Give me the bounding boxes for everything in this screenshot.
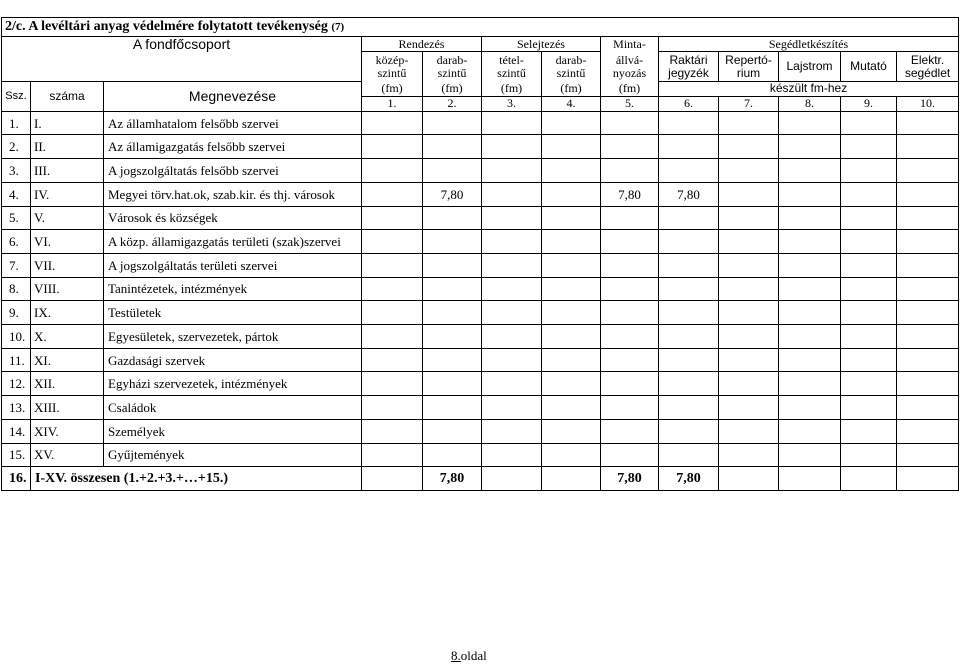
value-cell xyxy=(423,206,482,230)
value-cell xyxy=(897,182,959,206)
row-roman: IX. xyxy=(31,301,104,325)
table-row xyxy=(2,443,959,467)
value-cell xyxy=(482,135,542,159)
value-cell xyxy=(897,253,959,277)
value-cell xyxy=(779,467,841,491)
row-roman: VII. xyxy=(31,253,104,277)
value-cell xyxy=(779,372,841,396)
value-cell xyxy=(779,396,841,420)
table-row xyxy=(2,135,959,159)
value-cell xyxy=(601,348,659,372)
value-cell xyxy=(841,206,897,230)
value-cell xyxy=(423,230,482,254)
row-roman: XII. xyxy=(31,372,104,396)
table-row xyxy=(2,372,959,396)
row-number: 9. xyxy=(2,301,31,325)
total-label: I-XV. összesen (1.+2.+3.+…+15.) xyxy=(31,467,362,491)
value-cell xyxy=(601,277,659,301)
column-number: 5. xyxy=(601,96,659,111)
value-cell xyxy=(897,467,959,491)
fondfocsoport-header: A fondfőcsoport xyxy=(2,37,362,52)
value-cell xyxy=(362,253,423,277)
value-cell xyxy=(779,419,841,443)
value-cell xyxy=(482,419,542,443)
row-name: Az államhatalom felsőbb szervei xyxy=(104,111,362,135)
value-cell xyxy=(719,135,779,159)
keszult-header: készült fm-hez xyxy=(659,81,959,96)
value-cell xyxy=(423,135,482,159)
value-cell xyxy=(362,135,423,159)
row-roman: V. xyxy=(31,206,104,230)
row-number: 11. xyxy=(2,348,31,372)
value-cell xyxy=(841,419,897,443)
title-footnote: (7) xyxy=(331,21,345,34)
value-cell xyxy=(841,396,897,420)
row-roman: XI. xyxy=(31,348,104,372)
value-cell xyxy=(423,253,482,277)
row-name: Személyek xyxy=(104,419,362,443)
value-cell xyxy=(423,348,482,372)
minta-header-2: állvá- nyozás xyxy=(601,52,659,81)
value-cell xyxy=(659,396,719,420)
row-roman: XIV. xyxy=(31,419,104,443)
value-cell xyxy=(542,230,601,254)
value-cell xyxy=(423,325,482,349)
value-cell xyxy=(897,277,959,301)
value-cell xyxy=(482,396,542,420)
row-number: 8. xyxy=(2,277,31,301)
table-title: 2/c. A levéltári anyag védelmére folytatott tevékenység (7) xyxy=(2,18,959,37)
value-cell xyxy=(841,325,897,349)
value-cell xyxy=(719,301,779,325)
reperto-header: Repertó- rium xyxy=(719,52,779,81)
column-number: 10. xyxy=(897,96,959,111)
row-name: Az államigazgatás felsőbb szervei xyxy=(104,135,362,159)
row-roman: I. xyxy=(31,111,104,135)
value-cell xyxy=(482,230,542,254)
value-cell xyxy=(482,325,542,349)
row-roman: II. xyxy=(31,135,104,159)
value-cell xyxy=(719,277,779,301)
value-cell xyxy=(601,325,659,349)
value-cell xyxy=(779,301,841,325)
row-roman: VIII. xyxy=(31,277,104,301)
value-cell xyxy=(482,443,542,467)
raktari-header: Raktári jegyzék xyxy=(659,52,719,81)
activity-table xyxy=(1,17,959,491)
value-cell xyxy=(779,206,841,230)
value-cell xyxy=(719,372,779,396)
value-cell xyxy=(542,159,601,183)
value-cell xyxy=(482,159,542,183)
value-cell xyxy=(362,277,423,301)
value-cell xyxy=(779,111,841,135)
value-cell: 7,80 xyxy=(423,182,482,206)
value-cell xyxy=(423,301,482,325)
value-cell xyxy=(841,443,897,467)
row-name: A közp. államigazgatás területi (szak)szervei xyxy=(104,230,362,254)
value-cell xyxy=(897,325,959,349)
value-cell xyxy=(423,396,482,420)
value-cell xyxy=(719,396,779,420)
value-cell xyxy=(601,111,659,135)
elektr-header: Elektr. segédlet xyxy=(897,52,959,81)
value-cell xyxy=(659,159,719,183)
value-cell xyxy=(897,372,959,396)
value-cell xyxy=(779,230,841,254)
value-cell xyxy=(719,206,779,230)
row-number: 3. xyxy=(2,159,31,183)
value-cell xyxy=(897,396,959,420)
table-row xyxy=(2,206,959,230)
row-roman: III. xyxy=(31,159,104,183)
value-cell xyxy=(841,467,897,491)
value-cell xyxy=(779,277,841,301)
row-roman: VI. xyxy=(31,230,104,254)
selejtezes-header: Selejtezés xyxy=(482,37,601,52)
row-name: Egyházi szervezetek, intézmények xyxy=(104,372,362,396)
value-cell xyxy=(362,111,423,135)
row-number: 12. xyxy=(2,372,31,396)
column-number: 1. xyxy=(362,96,423,111)
value-cell xyxy=(423,372,482,396)
value-cell xyxy=(542,253,601,277)
value-cell xyxy=(601,135,659,159)
value-cell xyxy=(897,348,959,372)
value-cell xyxy=(542,396,601,420)
value-cell xyxy=(841,372,897,396)
value-cell xyxy=(779,443,841,467)
value-cell xyxy=(601,301,659,325)
value-cell xyxy=(779,135,841,159)
megnevezese-header: Megnevezése xyxy=(104,81,362,111)
value-cell xyxy=(362,396,423,420)
value-cell xyxy=(719,182,779,206)
value-cell xyxy=(542,182,601,206)
minta-header-1: Minta- xyxy=(601,37,659,52)
value-cell xyxy=(897,111,959,135)
value-cell xyxy=(659,419,719,443)
table-row xyxy=(2,230,959,254)
column-number: 9. xyxy=(841,96,897,111)
value-cell xyxy=(482,467,542,491)
value-cell xyxy=(719,253,779,277)
value-cell xyxy=(659,277,719,301)
column-number: 4. xyxy=(542,96,601,111)
value-cell xyxy=(482,111,542,135)
value-cell xyxy=(542,301,601,325)
value-cell: 7,80 xyxy=(659,182,719,206)
value-cell xyxy=(482,206,542,230)
row-number: 6. xyxy=(2,230,31,254)
value-cell xyxy=(542,111,601,135)
value-cell xyxy=(542,348,601,372)
ssz-header: Ssz. xyxy=(2,81,31,111)
table-row xyxy=(2,111,959,135)
value-cell xyxy=(659,301,719,325)
row-number: 7. xyxy=(2,253,31,277)
value-cell xyxy=(897,419,959,443)
row-name: Testületek xyxy=(104,301,362,325)
value-cell xyxy=(659,443,719,467)
value-cell xyxy=(482,253,542,277)
segedlet-header: Segédletkészítés xyxy=(659,37,959,52)
column-number: 6. xyxy=(659,96,719,111)
fm-2: (fm) xyxy=(423,81,482,96)
value-cell xyxy=(482,301,542,325)
table-row xyxy=(2,348,959,372)
fm-1: (fm) xyxy=(362,81,423,96)
row-roman: X. xyxy=(31,325,104,349)
value-cell xyxy=(542,206,601,230)
value-cell xyxy=(779,182,841,206)
value-cell xyxy=(841,135,897,159)
value-cell xyxy=(362,348,423,372)
column-number: 7. xyxy=(719,96,779,111)
darab2-header: darab- szintű xyxy=(542,52,601,81)
value-cell xyxy=(841,182,897,206)
value-cell xyxy=(841,230,897,254)
row-number: 13. xyxy=(2,396,31,420)
value-cell xyxy=(542,419,601,443)
row-name: A jogszolgáltatás területi szervei xyxy=(104,253,362,277)
value-cell xyxy=(659,253,719,277)
value-cell xyxy=(362,372,423,396)
value-cell xyxy=(841,253,897,277)
row-roman: XV. xyxy=(31,443,104,467)
value-cell xyxy=(362,301,423,325)
value-cell xyxy=(659,135,719,159)
value-cell xyxy=(542,467,601,491)
value-cell xyxy=(719,443,779,467)
column-number: 2. xyxy=(423,96,482,111)
value-cell xyxy=(779,159,841,183)
value-cell xyxy=(841,277,897,301)
value-cell xyxy=(841,111,897,135)
darab1-header: darab- szintű xyxy=(423,52,482,81)
fm-3: (fm) xyxy=(482,81,542,96)
value-cell xyxy=(659,372,719,396)
table-row xyxy=(2,159,959,183)
value-cell xyxy=(542,135,601,159)
value-cell xyxy=(897,206,959,230)
value-cell xyxy=(897,443,959,467)
value-cell xyxy=(601,206,659,230)
table-row xyxy=(2,419,959,443)
value-cell xyxy=(362,325,423,349)
row-number: 10. xyxy=(2,325,31,349)
value-cell xyxy=(719,111,779,135)
table-row xyxy=(2,182,959,206)
fm-5: (fm) xyxy=(601,81,659,96)
row-number: 4. xyxy=(2,182,31,206)
table-row xyxy=(2,396,959,420)
value-cell xyxy=(423,111,482,135)
page-footer: 8.oldal xyxy=(451,648,487,663)
row-number: 5. xyxy=(2,206,31,230)
value-cell xyxy=(601,419,659,443)
value-cell xyxy=(719,348,779,372)
value-cell xyxy=(719,419,779,443)
fm-4: (fm) xyxy=(542,81,601,96)
value-cell: 7,80 xyxy=(601,467,659,491)
row-name: A jogszolgáltatás felsőbb szervei xyxy=(104,159,362,183)
value-cell xyxy=(362,419,423,443)
value-cell xyxy=(601,230,659,254)
value-cell xyxy=(897,230,959,254)
value-cell xyxy=(482,372,542,396)
value-cell xyxy=(719,159,779,183)
value-cell xyxy=(601,396,659,420)
row-number: 2. xyxy=(2,135,31,159)
value-cell xyxy=(897,301,959,325)
value-cell xyxy=(482,182,542,206)
value-cell xyxy=(542,372,601,396)
row-name: Családok xyxy=(104,396,362,420)
lajstrom-header: Lajstrom xyxy=(779,52,841,81)
value-cell xyxy=(362,443,423,467)
value-cell xyxy=(601,443,659,467)
value-cell xyxy=(423,419,482,443)
value-cell xyxy=(719,467,779,491)
value-cell xyxy=(542,443,601,467)
value-cell: 7,80 xyxy=(423,467,482,491)
column-number: 8. xyxy=(779,96,841,111)
value-cell xyxy=(482,348,542,372)
value-cell xyxy=(841,301,897,325)
kozep-header: közép- szintű xyxy=(362,52,423,81)
row-name: Gazdasági szervek xyxy=(104,348,362,372)
table-row xyxy=(2,325,959,349)
value-cell xyxy=(362,206,423,230)
value-cell xyxy=(601,372,659,396)
value-cell: 7,80 xyxy=(659,467,719,491)
row-name: Tanintézetek, intézmények xyxy=(104,277,362,301)
value-cell xyxy=(897,159,959,183)
value-cell xyxy=(601,253,659,277)
value-cell xyxy=(423,277,482,301)
mutato-header: Mutató xyxy=(841,52,897,81)
row-name: Megyei törv.hat.ok, szab.kir. és thj. városok xyxy=(104,182,362,206)
row-roman: XIII. xyxy=(31,396,104,420)
rendezes-header: Rendezés xyxy=(362,37,482,52)
row-number: 1. xyxy=(2,111,31,135)
total-row xyxy=(2,467,959,491)
value-cell xyxy=(779,325,841,349)
value-cell: 7,80 xyxy=(601,182,659,206)
table-row xyxy=(2,301,959,325)
value-cell xyxy=(779,253,841,277)
value-cell xyxy=(659,111,719,135)
value-cell xyxy=(659,325,719,349)
value-cell xyxy=(362,467,423,491)
value-cell xyxy=(659,230,719,254)
value-cell xyxy=(841,159,897,183)
fondfocsoport-spacer xyxy=(2,52,362,81)
value-cell xyxy=(779,348,841,372)
value-cell xyxy=(542,277,601,301)
column-number: 3. xyxy=(482,96,542,111)
value-cell xyxy=(897,135,959,159)
value-cell xyxy=(362,182,423,206)
szama-header: száma xyxy=(31,81,104,111)
table-row xyxy=(2,253,959,277)
row-number: 16. xyxy=(2,467,31,491)
row-name: Gyűjtemények xyxy=(104,443,362,467)
value-cell xyxy=(423,443,482,467)
value-cell xyxy=(362,230,423,254)
value-cell xyxy=(719,230,779,254)
tetel-header: tétel- szintű xyxy=(482,52,542,81)
value-cell xyxy=(719,325,779,349)
row-roman: IV. xyxy=(31,182,104,206)
value-cell xyxy=(362,159,423,183)
value-cell xyxy=(542,325,601,349)
value-cell xyxy=(659,206,719,230)
value-cell xyxy=(659,348,719,372)
table-row xyxy=(2,277,959,301)
row-name: Városok és községek xyxy=(104,206,362,230)
row-number: 15. xyxy=(2,443,31,467)
value-cell xyxy=(482,277,542,301)
value-cell xyxy=(841,348,897,372)
value-cell xyxy=(423,159,482,183)
value-cell xyxy=(601,159,659,183)
row-name: Egyesületek, szervezetek, pártok xyxy=(104,325,362,349)
row-number: 14. xyxy=(2,419,31,443)
